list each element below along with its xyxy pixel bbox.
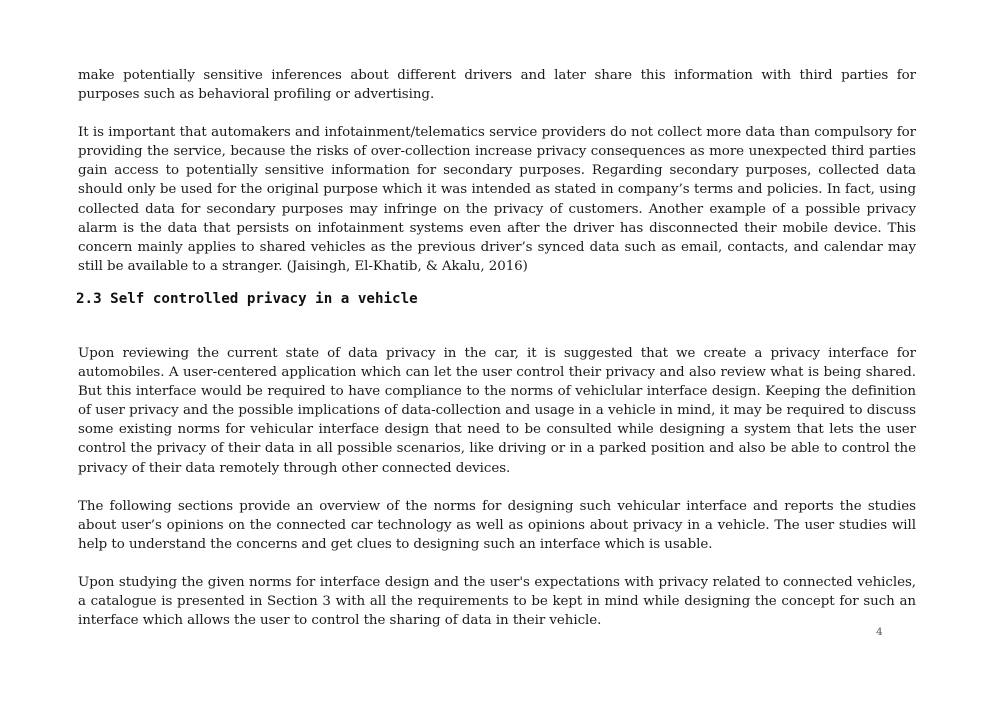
- paragraph-inferences: make potentially sensitive inferences about different drivers and later share this information with third parties for purposes such as behavioral profiling or advertising.: [78, 68, 916, 103]
- paragraph-catalogue: Upon studying the given norms for interface design and the user's expectations with privacy related to connected vehicles, a catalogue is presented in Section 3 with all the requirements to be kept in mind while designing the concept for such an interface which allows the user to control the sharing of data in their vehicle.: [78, 574, 916, 629]
- paragraph-privacy-interface: Upon reviewing the current state of data privacy in the car, it is suggested that we create a privacy interface for automobiles. A user-centered application which can let the user control their privacy and also review what is being shared. But this interface would be required to have compliance to the norms of vehiclular interface design. Keeping the definition of user privacy and the possible implications of data-collection and usage in a vehicle in mind, it may be required to discuss some existing norms for vehicular interface design that need to be consulted while designing a system that lets the user control the privacy of their data in all possible scenarios, like driving or in a parked position and also be able to control the privacy of their data remotely through other connected devices.: [78, 345, 916, 476]
- page-number: 4: [876, 626, 883, 638]
- section-heading: 2.3 Self controlled privacy in a vehicle: [76, 290, 418, 307]
- paragraph-overview: The following sections provide an overview of the norms for designing such vehicular interface and reports the studies about user’s opinions on the connected car technology as well as opinions about privacy in a vehicle. The user studies will help to understand the concerns and get clues to designing such an interface which is usable.: [78, 498, 916, 552]
- document-page: [78, 66, 916, 630]
- section-heading-wrapper: [78, 291, 916, 307]
- paragraph-data-collection: It is important that automakers and infotainment/telematics service providers do not collect more data than compulsory for providing the service, because the risks of over-collection increase privacy consequences as more unexpected third parties gain access to potentially sensitive information for secondary purposes. Regarding secondary purposes, collected data should only be used for the original purpose which it was intended as stated in company’s terms and policies. In fact, using collected data for secondary purposes may infringe on the privacy of customers. Another example of a possible privacy alarm is the data that persists on infotainment systems even after the driver has disconnected their mobile device. This concern mainly applies to shared vehicles as the previous driver’s synced data such as email, contacts, and calendar may still be available to a stranger. (Jaisingh, El-Khatib, & Akalu, 2016): [78, 125, 916, 274]
